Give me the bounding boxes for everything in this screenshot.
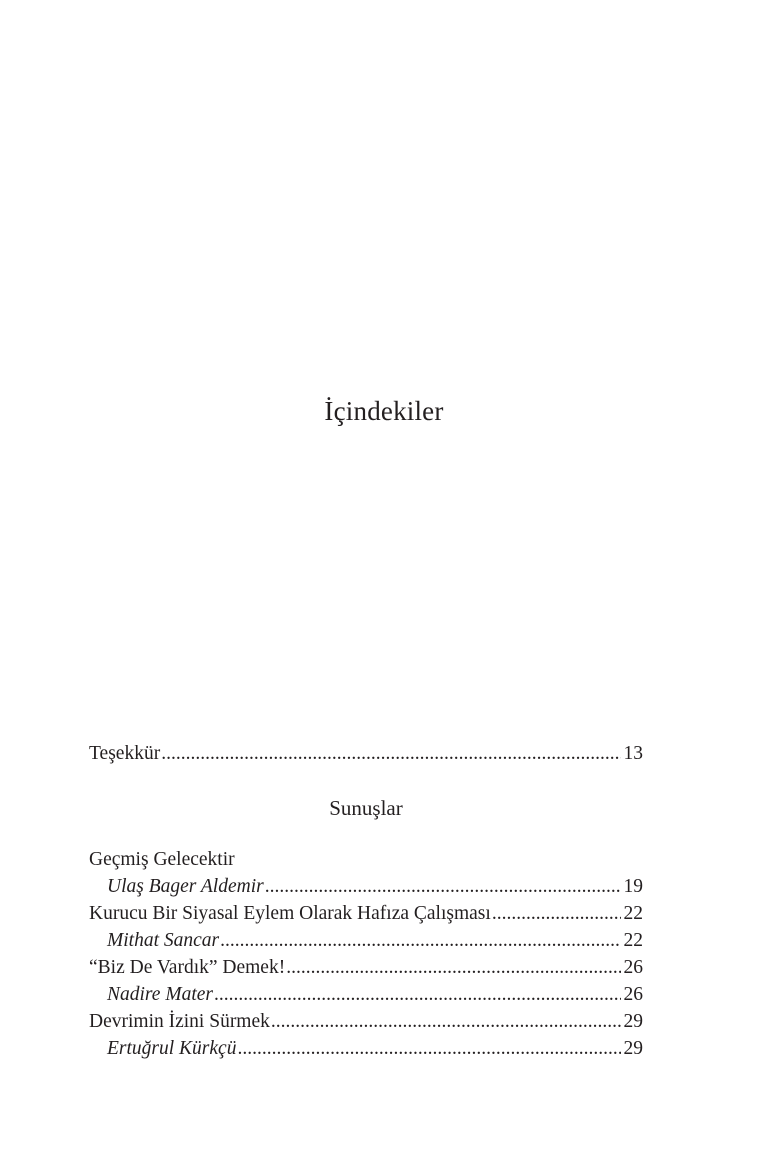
- toc-entry: [89, 1008, 643, 1035]
- toc-entry-page: 19: [623, 876, 643, 897]
- toc-entry: [89, 846, 643, 873]
- toc-entry-page: 22: [623, 903, 643, 924]
- toc-entry-author: [89, 927, 643, 954]
- table-of-contents: [89, 740, 643, 1062]
- toc-entry-page: 29: [623, 1011, 643, 1032]
- dot-leader: [220, 927, 620, 954]
- section-title: Sunuşlar: [329, 796, 403, 820]
- toc-entry: [89, 954, 643, 981]
- dot-leader: [214, 981, 621, 1008]
- toc-entry-page: 29: [623, 1038, 643, 1059]
- toc-author-name: Ertuğrul Kürkçü: [107, 1038, 237, 1059]
- toc-author-name: Nadire Mater: [107, 984, 213, 1005]
- dot-leader: [237, 1035, 620, 1062]
- dot-leader: [492, 900, 621, 927]
- toc-entry-author: [89, 981, 643, 1008]
- dot-leader: [161, 740, 620, 767]
- toc-entry-author: [89, 873, 643, 900]
- toc-entry-page: 22: [623, 930, 643, 951]
- toc-entry-page: 13: [623, 743, 643, 764]
- toc-entry-title: Devrimin İzini Sürmek: [89, 1011, 270, 1032]
- toc-author-name: Ulaş Bager Aldemir: [107, 876, 264, 897]
- toc-entry-title: Kurucu Bir Siyasal Eylem Olarak Hafıza Çalışması: [89, 903, 491, 924]
- toc-entry-title: Geçmiş Gelecektir: [89, 849, 235, 870]
- toc-entry-page: 26: [623, 984, 643, 1005]
- toc-entry-tesekkur: [89, 740, 643, 767]
- toc-entry: [89, 900, 643, 927]
- toc-author-name: Mithat Sancar: [107, 930, 220, 951]
- dot-leader: [265, 873, 621, 900]
- toc-entry-page: 26: [623, 957, 643, 978]
- dot-leader: [286, 954, 620, 981]
- dot-leader: [271, 1008, 621, 1035]
- toc-entry-title: Teşekkür: [89, 743, 161, 764]
- toc-entry-author: [89, 1035, 643, 1062]
- toc-entry-title: “Biz De Vardık” Demek!: [89, 957, 286, 978]
- page-title: İçindekiler: [324, 396, 444, 426]
